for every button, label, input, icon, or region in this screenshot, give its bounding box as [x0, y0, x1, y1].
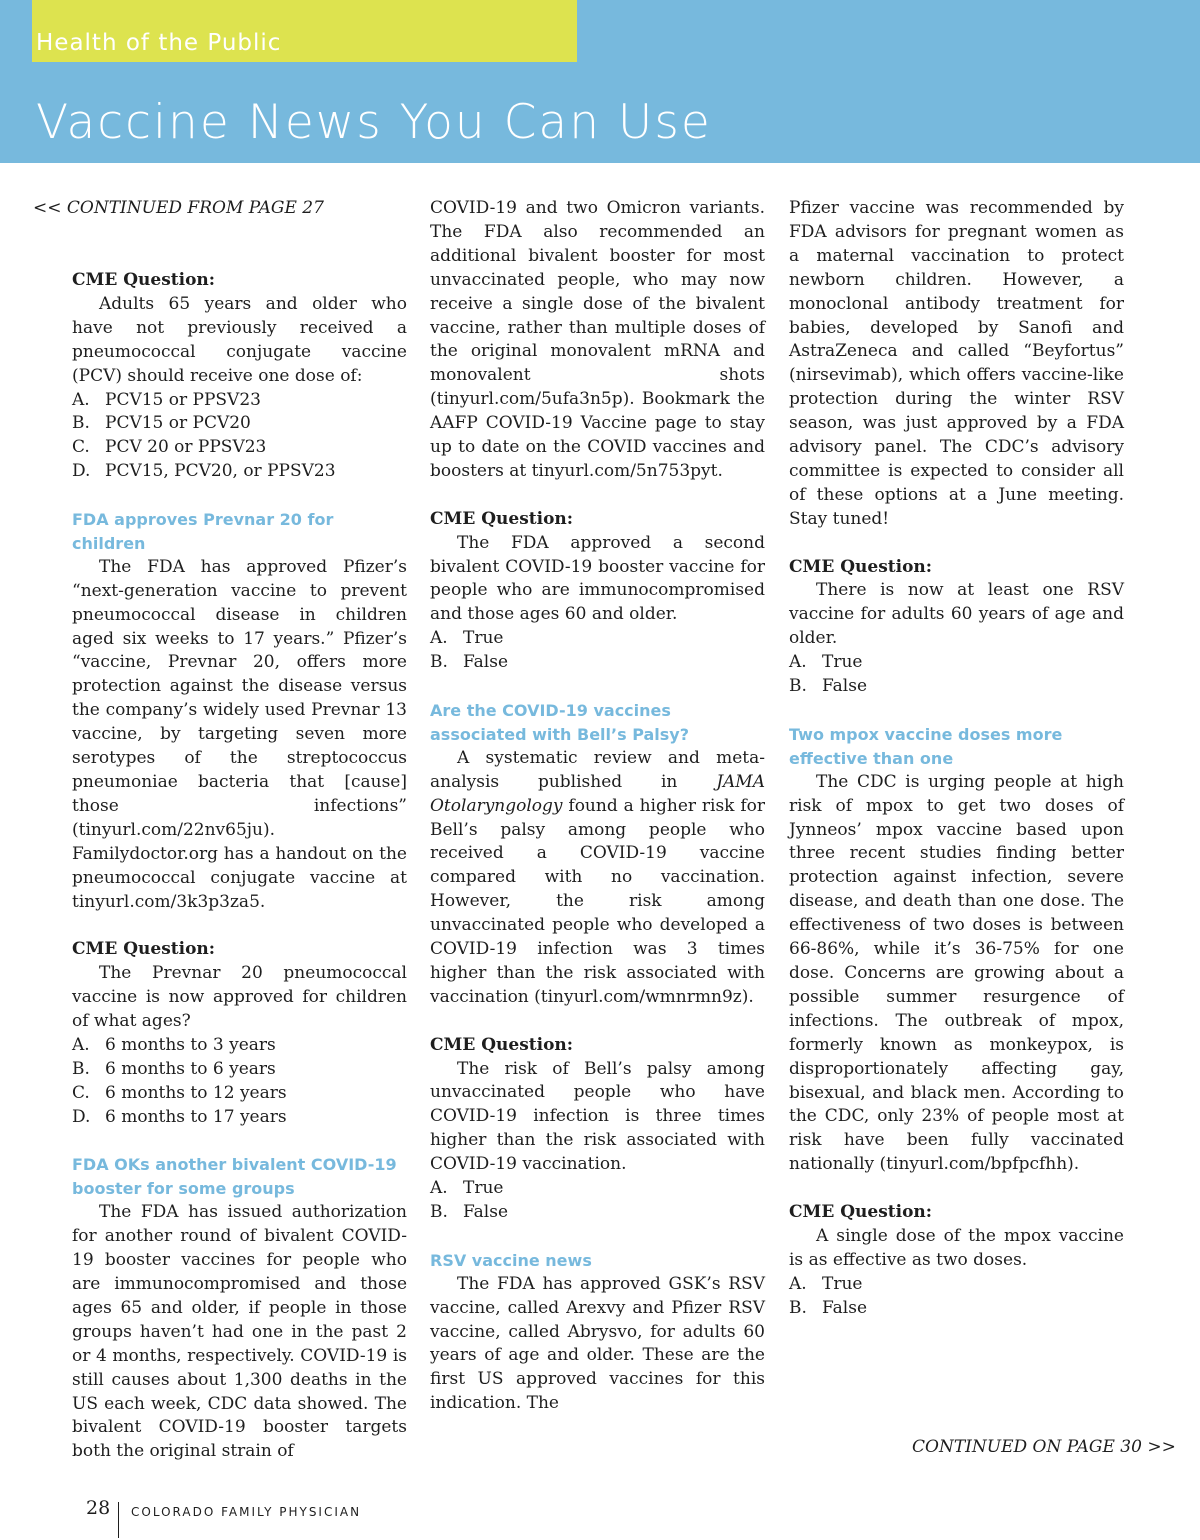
article-heading: FDA approves Prevnar 20 for children — [72, 510, 334, 553]
option-letter: B. — [789, 676, 807, 697]
option-letter: D. — [72, 1106, 91, 1127]
answer-option — [72, 1106, 407, 1130]
continued-on-note: CONTINUED ON PAGE 30 >> — [912, 1437, 1176, 1457]
page-title: Vaccine News You Can Use — [36, 95, 712, 150]
option-letter: B. — [430, 1202, 448, 1223]
option-text: PCV15, PCV20, or PPSV23 — [105, 461, 336, 482]
article-body-continued: Pfizer vaccine was recommended by FDA advisors for pregnant women as a maternal vaccination to protect newborn children. However, a monoclonal antibody treatment for babies, developed by Sanofi and AstraZeneca and called “Beyfortus” (nirsevimab), which offers vaccine-like protection during the winter RSV season, was just approved by a FDA advisory panel. The CDC’s advisory committee is expected to consider all of these options at a June meeting. Stay tuned! — [789, 198, 1124, 529]
cme-question-6 — [789, 1201, 1124, 1321]
answer-option — [789, 651, 1124, 675]
cme-question-text: Adults 65 years and older who have not previously received a pneumococcal conjugate vaccine (PCV) should receive one dose of: — [72, 293, 407, 386]
option-letter: A. — [789, 1273, 807, 1294]
article-body-continued: COVID-19 and two Omicron variants. The FDA also recommended an additional bivalent booster for most unvaccinated people, who may now receive a single dose of the bivalent vaccine, rather than multiple doses of the original monovalent mRNA and monovalent shots (tinyurl.com/5ufa3n5p). Bookmark the AAFP COVID-19 Vaccine page to stay up to date on the COVID vaccines and boosters at tinyurl.com/5n753pyt. — [430, 198, 765, 481]
publication-name: COLORADO FAMILY PHYSICIAN — [131, 1505, 362, 1519]
cme-question-label: CME Question: — [430, 1034, 574, 1055]
answer-option — [430, 651, 765, 675]
answer-option — [72, 1034, 407, 1058]
footer-divider — [118, 1502, 119, 1538]
answer-option — [72, 412, 407, 436]
cme-question-2 — [72, 938, 407, 1129]
option-text: PCV15 or PPSV23 — [105, 389, 261, 410]
cme-question-label: CME Question: — [789, 556, 933, 577]
option-letter: B. — [430, 652, 448, 673]
option-letter: A. — [72, 389, 90, 410]
option-letter: B. — [72, 413, 90, 434]
option-letter: B. — [789, 1297, 807, 1318]
option-text: 6 months to 17 years — [105, 1106, 287, 1127]
column-2 — [430, 197, 765, 1416]
option-letter: D. — [72, 461, 91, 482]
option-text: False — [822, 676, 867, 697]
answer-option — [430, 1177, 765, 1201]
cme-question-1 — [72, 269, 407, 484]
option-text: True — [822, 652, 863, 673]
article-rsv — [430, 1249, 765, 1416]
option-text: PCV 20 or PPSV23 — [105, 437, 267, 458]
article-body — [430, 747, 765, 1010]
option-text: False — [822, 1297, 867, 1318]
option-text: False — [463, 1202, 508, 1223]
cme-question-text: The FDA approved a second bivalent COVID-19 booster vaccine for people who are immunocompromised and those ages 60 and older. — [430, 532, 765, 625]
cme-question-text: The Prevnar 20 pneumococcal vaccine is now approved for children of what ages? — [72, 963, 407, 1032]
article-heading: Are the COVID-19 vaccines associated with Bell’s Palsy? — [430, 701, 689, 744]
article-bivalent — [72, 1153, 407, 1464]
option-letter: A. — [72, 1034, 90, 1055]
option-text: 6 months to 6 years — [105, 1058, 276, 1079]
article-body: The CDC is urging people at high risk of mpox to get two doses of Jynneos’ mpox vaccine based upon three recent studies finding better protection against infection, severe disease, and death than one dose. The effectiveness of two doses is between 66-86%, while it’s 36-75% for one dose. Concerns are growing about a possible summer resurgence of infections. The outbreak of mpox, formerly known as monkeypox, is disproportionately affecting gay, bisexual, and black men. According to the CDC, only 23% of people most at risk have been fully vaccinated nationally (tinyurl.com/bpfpcfhh). — [789, 771, 1124, 1175]
cme-question-text: There is now at least one RSV vaccine for adults 60 years of age and older. — [789, 580, 1124, 649]
option-letter: B. — [72, 1058, 90, 1079]
answer-option — [72, 389, 407, 413]
column-1 — [72, 269, 407, 1464]
option-text: False — [463, 652, 508, 673]
answer-option — [72, 1082, 407, 1106]
article-body: The FDA has approved Pfizer’s “next-generation vaccine to prevent pneumococcal disease in children aged six weeks to 17 years.” Pfizer’s “vaccine, Prevnar 20, offers more protection against the disease versus the company’s widely used Prevnar 13 vaccine, by targeting seven more serotypes of the streptococcus pneumoniae bacteria that [cause] those infections” (tinyurl.com/22nv65ju). Familydoctor.org has a handout on the pneumococcal conjugate vaccine at tinyurl.com/3k3p3za5. — [72, 556, 407, 912]
option-text: 6 months to 3 years — [105, 1034, 276, 1055]
article-body-start: A systematic review and meta-analysis published in — [430, 747, 765, 792]
article-mpox — [789, 723, 1124, 1177]
answer-option — [72, 436, 407, 460]
option-text: True — [463, 628, 504, 649]
option-text: True — [463, 1178, 504, 1199]
answer-option — [72, 1058, 407, 1082]
cme-question-4 — [430, 1034, 765, 1225]
option-letter: A. — [789, 652, 807, 673]
answer-option — [430, 627, 765, 651]
option-text: 6 months to 12 years — [105, 1082, 287, 1103]
article-heading: Two mpox vaccine doses more effective than one — [789, 724, 1063, 768]
section-tab — [32, 0, 577, 62]
cme-question-text: A single dose of the mpox vaccine is as effective as two doses. — [789, 1225, 1124, 1270]
option-letter: A. — [430, 1178, 448, 1199]
answer-option — [789, 1273, 1124, 1297]
article-heading: FDA OKs another bivalent COVID-19 booster for some groups — [72, 1155, 397, 1199]
option-letter: C. — [72, 1082, 90, 1103]
journal-name: JAMA Otolaryngology — [430, 771, 765, 816]
cme-question-3 — [430, 508, 765, 675]
page-number: 28 — [86, 1497, 111, 1519]
cme-question-label: CME Question: — [72, 939, 216, 960]
cme-question-label: CME Question: — [789, 1202, 933, 1223]
answer-option — [72, 460, 407, 484]
article-body: The FDA has approved GSK’s RSV vaccine, called Arexvy and Pfizer RSV vaccine, called Abrysvo, for adults 60 years of age and older. These are the first US approved vaccines for this indication. The — [430, 1273, 765, 1414]
cme-question-label: CME Question: — [72, 270, 216, 290]
article-prevnar — [72, 508, 407, 914]
answer-option — [789, 1297, 1124, 1321]
cme-question-label: CME Question: — [430, 508, 574, 529]
section-label: Health of the Public — [36, 30, 282, 56]
answer-option — [430, 1201, 765, 1225]
article-body-end: found a higher risk for Bell’s palsy among people who received a COVID-19 vaccine compared with no vaccination. However, the risk among unvaccinated people who developed a COVID-19 infection was 3 times higher than the risk associated with vaccination (tinyurl.com/wmnrmn9z). — [430, 795, 765, 1007]
column-3 — [789, 197, 1124, 1321]
header-banner — [0, 0, 1200, 163]
continued-from-note: << CONTINUED FROM PAGE 27 — [33, 198, 324, 218]
article-heading: RSV vaccine news — [430, 1250, 592, 1270]
option-text: PCV15 or PCV20 — [105, 413, 251, 434]
article-bells-palsy — [430, 699, 765, 1010]
answer-option — [789, 675, 1124, 699]
option-letter: C. — [72, 437, 90, 458]
article-body: The FDA has issued authorization for another round of bivalent COVID-19 booster vaccines for people who are immunocompromised and those ages 65 and older, if people in those groups haven’t had one in the past 2 or 4 months, respectively. COVID-19 is still causes about 1,300 deaths in the US each week, CDC data showed. The bivalent COVID-19 booster targets both the original strain of — [72, 1202, 407, 1462]
option-text: True — [822, 1273, 863, 1294]
option-letter: A. — [430, 628, 448, 649]
cme-question-text: The risk of Bell’s palsy among unvaccinated people who have COVID-19 infection is three times higher than the risk associated with COVID-19 vaccination. — [430, 1058, 765, 1175]
cme-question-5 — [789, 556, 1124, 699]
